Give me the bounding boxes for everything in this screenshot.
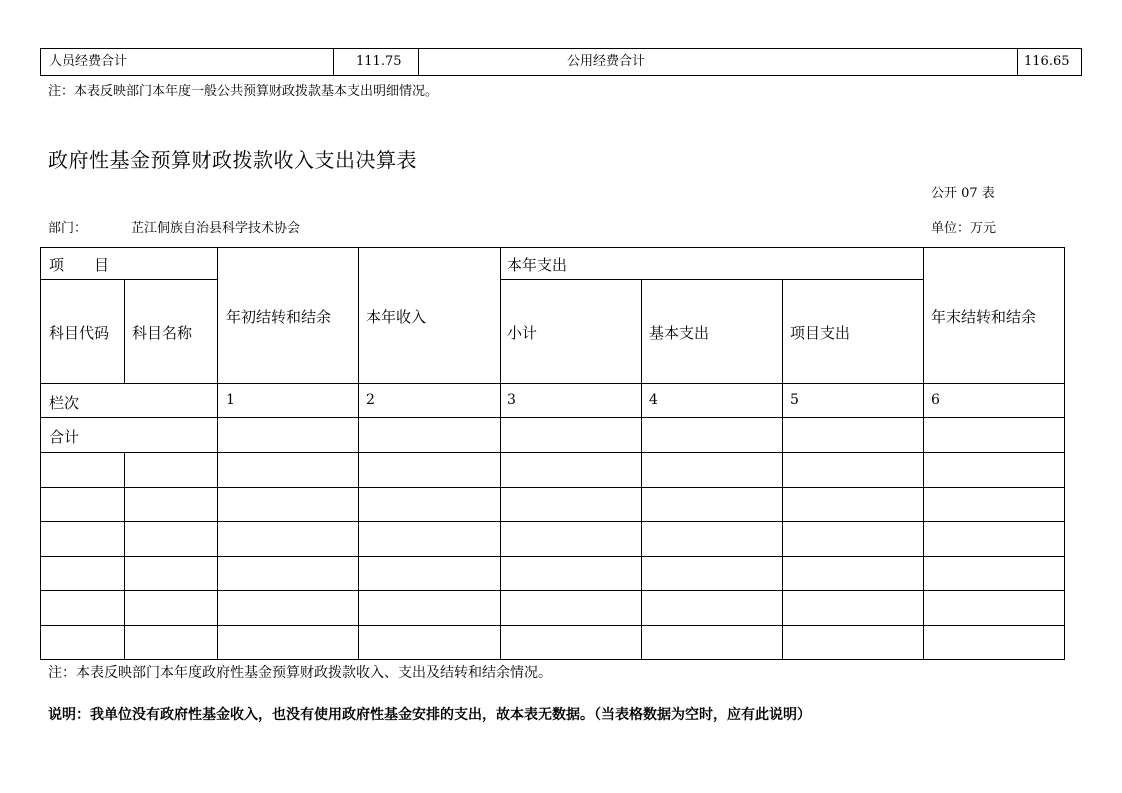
public-total-value: 116.65 — [1017, 48, 1082, 76]
grid-line — [641, 279, 642, 660]
grid-line — [40, 279, 217, 280]
table-note: 注：本表反映部门本年度政府性基金预算财政拨款收入、支出及结转和结余情况。 — [48, 665, 552, 681]
grid-line — [124, 452, 125, 660]
department-label: 部门： — [48, 221, 88, 236]
total-row-label: 合计 — [49, 428, 80, 446]
form-number: 公开 07 表 — [931, 186, 995, 201]
grid-line — [40, 383, 1065, 384]
personnel-total-value: 111.75 — [333, 48, 419, 76]
header-income: 本年收入 — [366, 308, 427, 326]
index-col-2: 2 — [366, 392, 375, 408]
index-row-label: 栏次 — [49, 394, 80, 412]
grid-line — [40, 590, 1065, 591]
header-project-expenditure: 项目支出 — [790, 324, 851, 342]
grid-line — [40, 625, 1065, 626]
personnel-total-label: 人员经费合计 — [40, 48, 334, 76]
index-col-3: 3 — [507, 392, 516, 408]
index-col-6: 6 — [931, 392, 940, 408]
grid-line — [40, 659, 1065, 660]
header-subject-name: 科目名称 — [132, 324, 193, 342]
header-subtotal: 小计 — [507, 324, 538, 342]
grid-line — [217, 247, 218, 660]
index-col-1: 1 — [226, 392, 235, 408]
public-total-label: 公用经费合计 — [418, 48, 1018, 76]
grid-line — [782, 279, 783, 660]
header-expenditure: 本年支出 — [507, 256, 568, 274]
index-col-5: 5 — [790, 392, 799, 408]
grid-line — [1064, 247, 1065, 660]
report-title: 政府性基金预算财政拨款收入支出决算表 — [48, 148, 417, 172]
grid-line — [500, 247, 501, 660]
grid-line — [40, 487, 1065, 488]
header-basic-expenditure: 基本支出 — [649, 324, 710, 342]
grid-line — [500, 279, 923, 280]
header-item: 项 目 — [49, 256, 110, 274]
grid-line — [40, 452, 1065, 453]
explanation-note: 说明：我单位没有政府性基金收入，也没有使用政府性基金安排的支出，故本表无数据。（当表格数据为空时，应有此说明） — [48, 707, 811, 723]
header-opening-balance: 年初结转和结余 — [226, 308, 332, 326]
grid-line — [40, 417, 1065, 418]
header-closing-balance: 年末结转和结余 — [931, 308, 1037, 326]
grid-line — [40, 247, 41, 660]
fund-budget-table — [40, 247, 1065, 660]
grid-line — [923, 247, 924, 660]
header-subject-code: 科目代码 — [49, 324, 110, 342]
unit-label: 单位：万元 — [931, 221, 997, 236]
grid-line — [40, 521, 1065, 522]
grid-line — [124, 279, 125, 383]
summary-note: 注：本表反映部门本年度一般公共预算财政拨款基本支出明细情况。 — [48, 84, 439, 99]
grid-line — [40, 556, 1065, 557]
department-name: 芷江侗族自治县科学技术协会 — [131, 221, 301, 236]
grid-line — [40, 247, 1065, 248]
grid-line — [358, 247, 359, 660]
index-col-4: 4 — [649, 392, 658, 408]
